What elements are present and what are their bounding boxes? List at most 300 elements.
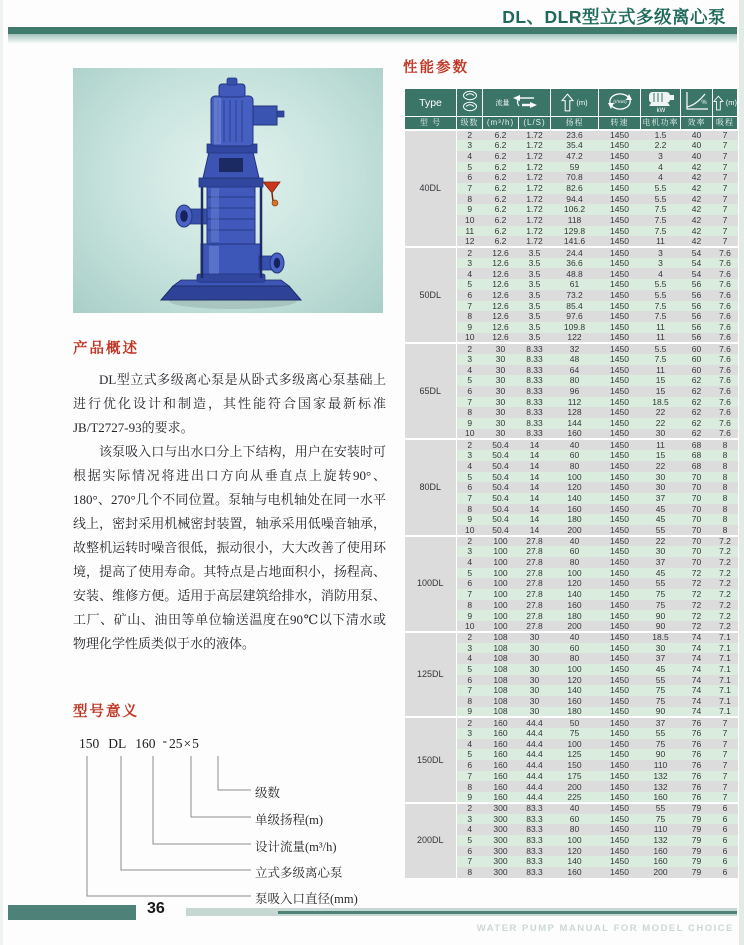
table-cell: 14 <box>519 461 551 472</box>
table-cell: 75 <box>641 589 681 600</box>
motor-power-icon <box>644 90 678 113</box>
table-cell: 100 <box>483 600 519 611</box>
table-cell: 7.6 <box>713 354 738 365</box>
table-cell: 6.2 <box>483 130 519 141</box>
table-cell: 1.5 <box>641 130 681 141</box>
table-cell: 5.5 <box>641 194 681 205</box>
model-part-flow: 160 <box>135 736 156 751</box>
table-cell: 3.5 <box>519 301 551 312</box>
table-cell: 3 <box>457 546 483 557</box>
table-cell: 120 <box>551 846 599 857</box>
page-number: 36 <box>147 900 165 917</box>
table-cell: 108 <box>483 643 519 654</box>
table-cell: 132 <box>641 835 681 846</box>
table-cell: 30 <box>641 643 681 654</box>
table-cell: 200 <box>551 621 599 632</box>
footer-rule <box>186 908 737 916</box>
table-cell: 2.2 <box>641 140 681 151</box>
table-cell: 180 <box>551 514 599 525</box>
table-cell: 27.8 <box>519 557 551 568</box>
table-cell: 7.6 <box>713 301 738 312</box>
table-cell: 36.6 <box>551 258 599 269</box>
table-cell: 1450 <box>599 354 641 365</box>
table-cell: 7.2 <box>713 610 738 621</box>
table-cell: 6.2 <box>483 183 519 194</box>
page-edge-right <box>739 0 744 945</box>
table-cell: 37 <box>641 493 681 504</box>
table-cell: 3 <box>457 450 483 461</box>
table-cell: 12.6 <box>483 247 519 258</box>
table-cell: 1450 <box>599 247 641 258</box>
model-label-inlet-dia: 泵吸入口直径(mm) <box>255 892 358 906</box>
table-cell: 2 <box>457 717 483 728</box>
table-cell: 7 <box>713 760 738 771</box>
table-cell: 85.4 <box>551 301 599 312</box>
table-cell: 3 <box>641 247 681 258</box>
table-cell: 108 <box>483 653 519 664</box>
table-cell: 10 <box>457 621 483 632</box>
table-cell: 1450 <box>599 557 641 568</box>
table-cell: 1450 <box>599 525 641 536</box>
table-row <box>405 536 738 547</box>
table-cell: 50.4 <box>483 472 519 483</box>
table-cell: 55 <box>641 525 681 536</box>
table-cell: 7 <box>713 792 738 803</box>
table-cell: 30 <box>641 482 681 493</box>
table-cell: 30 <box>483 429 519 440</box>
flow-ls-label: (L/S) <box>519 117 551 130</box>
table-cell: 6.2 <box>483 215 519 226</box>
table-cell: 7 <box>457 397 483 408</box>
table-cell: 1450 <box>599 578 641 589</box>
table-cell: 10 <box>457 215 483 226</box>
flow-m3h-label: (m³/h) <box>483 117 519 130</box>
table-cell: 1450 <box>599 311 641 322</box>
table-cell: 144 <box>551 418 599 429</box>
table-cell: 4 <box>457 653 483 664</box>
table-cell: 7.5 <box>641 311 681 322</box>
table-cell: 76 <box>681 717 713 728</box>
table-cell: 120 <box>551 482 599 493</box>
table-cell: 160 <box>483 760 519 771</box>
table-cell: 3 <box>457 140 483 151</box>
header-rule-fade <box>8 34 737 44</box>
footer-rule-core <box>278 911 737 914</box>
table-cell: 8.33 <box>519 365 551 376</box>
table-cell: 42 <box>681 236 713 247</box>
table-cell: 1450 <box>599 675 641 686</box>
table-cell: 100 <box>551 472 599 483</box>
speed-header <box>599 89 641 117</box>
table-cell: 8.33 <box>519 418 551 429</box>
table-cell: 160 <box>483 749 519 760</box>
table-cell: 1450 <box>599 536 641 547</box>
overview-paragraph-1: DL型立式多级离心泵是从卧式多级离心泵基础上进行优化设计和制造，其性能符合国家最新标准JB/T2727-93的要求。 <box>73 372 386 435</box>
table-cell: 30 <box>641 546 681 557</box>
table-cell: 75 <box>641 739 681 750</box>
table-cell: 175 <box>551 771 599 782</box>
table-cell: 160 <box>641 856 681 867</box>
table-cell: 7 <box>457 301 483 312</box>
table-cell: 1450 <box>599 322 641 333</box>
model-part-times: × <box>183 736 192 751</box>
table-cell: 62 <box>681 375 713 386</box>
table-cell: 3 <box>457 354 483 365</box>
table-cell: 76 <box>681 760 713 771</box>
table-cell: 27.8 <box>519 600 551 611</box>
table-cell: 7.6 <box>713 247 738 258</box>
table-cell: 2 <box>457 536 483 547</box>
table-cell: 47.2 <box>551 151 599 162</box>
table-cell: 44.4 <box>519 792 551 803</box>
table-cell: 160 <box>551 600 599 611</box>
table-cell: 8.33 <box>519 343 551 354</box>
table-cell: 1450 <box>599 418 641 429</box>
table-cell: 62 <box>681 407 713 418</box>
model-part-stages: 5 <box>192 736 199 751</box>
table-cell: 72 <box>681 610 713 621</box>
table-cell: 80 <box>551 653 599 664</box>
efficiency-header <box>681 89 713 117</box>
table-cell: 1450 <box>599 450 641 461</box>
model-label-stages: 级数 <box>255 786 281 800</box>
table-cell: 1450 <box>599 204 641 215</box>
table-cell: 60 <box>681 343 713 354</box>
table-cell: 1.72 <box>519 204 551 215</box>
efficiency-label: 效率 <box>681 117 713 130</box>
table-cell: 23.6 <box>551 130 599 141</box>
table-cell: 90 <box>641 621 681 632</box>
table-cell: 300 <box>483 824 519 835</box>
table-cell: 160 <box>551 429 599 440</box>
table-cell: 108 <box>483 707 519 718</box>
footer-caption: WATER PUMP MANUAL FOR MODEL CHOICE <box>476 923 734 934</box>
table-cell: 140 <box>551 856 599 867</box>
table-cell: 30 <box>519 685 551 696</box>
table-cell: 100 <box>483 546 519 557</box>
table-cell: 9 <box>457 707 483 718</box>
table-cell: 1450 <box>599 472 641 483</box>
table-cell: 1450 <box>599 140 641 151</box>
table-cell: 4 <box>641 162 681 173</box>
table-cell: 6 <box>457 675 483 686</box>
table-cell: 76 <box>681 728 713 739</box>
page-edge-left <box>0 0 3 945</box>
table-cell: 1450 <box>599 397 641 408</box>
table-row <box>405 632 738 643</box>
table-row <box>405 247 738 258</box>
header-rule <box>8 27 737 34</box>
efficiency-unit: % <box>700 100 707 106</box>
table-cell: 1450 <box>599 407 641 418</box>
table-cell: 15 <box>641 375 681 386</box>
model-cell: 150DL <box>405 717 457 803</box>
table-cell: 83.3 <box>519 856 551 867</box>
table-cell: 1450 <box>599 824 641 835</box>
table-cell: 55 <box>641 675 681 686</box>
table-cell: 7 <box>457 493 483 504</box>
table-cell: 6 <box>713 867 738 878</box>
table-cell: 6 <box>713 824 738 835</box>
table-cell: 4 <box>641 268 681 279</box>
table-cell: 1.72 <box>519 140 551 151</box>
table-cell: 70.8 <box>551 172 599 183</box>
table-cell: 4 <box>457 461 483 472</box>
table-cell: 10 <box>457 333 483 344</box>
table-cell: 50 <box>551 717 599 728</box>
table-cell: 7.6 <box>713 365 738 376</box>
table-cell: 61 <box>551 279 599 290</box>
table-cell: 60 <box>551 814 599 825</box>
table-cell: 22 <box>641 418 681 429</box>
table-cell: 50.4 <box>483 514 519 525</box>
table-cell: 141.6 <box>551 236 599 247</box>
table-cell: 3 <box>457 728 483 739</box>
table-cell: 132 <box>641 781 681 792</box>
page-title: DL、DLR型立式多级离心泵 <box>502 7 726 27</box>
table-cell: 7 <box>713 717 738 728</box>
table-cell: 100 <box>483 557 519 568</box>
model-part-head: 25 <box>169 736 183 751</box>
table-row <box>405 717 738 728</box>
overview-heading: 产品概述 <box>73 341 139 357</box>
model-cell: 50DL <box>405 247 457 343</box>
table-cell: 100 <box>551 664 599 675</box>
table-cell: 6 <box>457 760 483 771</box>
table-cell: 12.6 <box>483 322 519 333</box>
table-cell: 30 <box>519 653 551 664</box>
table-cell: 68 <box>681 439 713 450</box>
table-cell: 7.1 <box>713 696 738 707</box>
table-cell: 27.8 <box>519 536 551 547</box>
table-cell: 160 <box>483 781 519 792</box>
table-cell: 3.5 <box>519 258 551 269</box>
table-cell: 1450 <box>599 268 641 279</box>
table-cell: 83.3 <box>519 814 551 825</box>
pump-series-65DL <box>405 343 738 439</box>
footer-accent-block <box>8 905 136 920</box>
table-cell: 120 <box>551 675 599 686</box>
table-cell: 30 <box>483 418 519 429</box>
table-cell: 8 <box>457 696 483 707</box>
table-cell: 160 <box>483 717 519 728</box>
table-cell: 3 <box>457 643 483 654</box>
table-cell: 1.72 <box>519 215 551 226</box>
table-cell: 75 <box>641 696 681 707</box>
table-cell: 76 <box>681 739 713 750</box>
suction-unit: (m) <box>725 98 737 107</box>
table-cell: 48.8 <box>551 268 599 279</box>
table-cell: 50.4 <box>483 450 519 461</box>
table-cell: 6.2 <box>483 151 519 162</box>
table-cell: 118 <box>551 215 599 226</box>
table-cell: 1450 <box>599 290 641 301</box>
table-cell: 1450 <box>599 835 641 846</box>
table-cell: 76 <box>681 771 713 782</box>
table-cell: 2 <box>457 247 483 258</box>
table-cell: 83.3 <box>519 835 551 846</box>
table-cell: 56 <box>681 290 713 301</box>
table-cell: 6 <box>713 814 738 825</box>
table-cell: 1450 <box>599 365 641 376</box>
table-cell: 4 <box>457 739 483 750</box>
table-cell: 1450 <box>599 814 641 825</box>
table-cell: 7.1 <box>713 643 738 654</box>
table-cell: 62 <box>681 397 713 408</box>
table-cell: 7 <box>713 140 738 151</box>
table-cell: 7 <box>457 685 483 696</box>
head-unit: (m) <box>576 98 588 107</box>
flow-header <box>483 89 551 117</box>
table-cell: 5.5 <box>641 343 681 354</box>
table-cell: 9 <box>457 610 483 621</box>
model-meaning-heading: 型号意义 <box>73 704 139 720</box>
table-cell: 8 <box>713 482 738 493</box>
table-cell: 7.1 <box>713 707 738 718</box>
table-cell: 8 <box>457 194 483 205</box>
table-cell: 45 <box>641 514 681 525</box>
table-cell: 12.6 <box>483 333 519 344</box>
table-cell: 128 <box>551 407 599 418</box>
table-cell: 40 <box>551 632 599 643</box>
table-cell: 5 <box>457 279 483 290</box>
model-cell: 65DL <box>405 343 457 439</box>
table-cell: 7.5 <box>641 354 681 365</box>
table-cell: 40 <box>681 151 713 162</box>
table-cell: 160 <box>551 504 599 515</box>
table-cell: 200 <box>551 525 599 536</box>
table-cell: 74 <box>681 675 713 686</box>
table-cell: 132 <box>641 771 681 782</box>
table-cell: 14 <box>519 504 551 515</box>
table-cell: 56 <box>681 333 713 344</box>
table-cell: 5 <box>457 835 483 846</box>
table-cell: 56 <box>681 322 713 333</box>
table-cell: 72 <box>681 568 713 579</box>
table-cell: 5 <box>457 664 483 675</box>
pump-photo <box>73 68 383 313</box>
motor-power-label: 电机功率 <box>641 117 681 130</box>
model-part-dash: - <box>162 733 167 748</box>
pump-illustration <box>73 68 383 313</box>
type-cn-header: 型 号 <box>405 117 457 130</box>
table-cell: 56 <box>681 279 713 290</box>
table-cell: 30 <box>483 365 519 376</box>
table-cell: 300 <box>483 814 519 825</box>
table-cell: 62 <box>681 429 713 440</box>
table-cell: 1.72 <box>519 151 551 162</box>
table-cell: 70 <box>681 482 713 493</box>
table-cell: 100 <box>483 589 519 600</box>
table-cell: 160 <box>551 867 599 878</box>
table-cell: 72 <box>681 600 713 611</box>
table-cell: 27.8 <box>519 546 551 557</box>
table-cell: 1450 <box>599 226 641 237</box>
table-cell: 79 <box>681 835 713 846</box>
table-cell: 6 <box>713 835 738 846</box>
table-cell: 100 <box>483 578 519 589</box>
table-cell: 1450 <box>599 183 641 194</box>
table-cell: 30 <box>483 343 519 354</box>
table-cell: 35.4 <box>551 140 599 151</box>
table-cell: 45 <box>641 664 681 675</box>
table-cell: 83.3 <box>519 824 551 835</box>
table-cell: 1450 <box>599 856 641 867</box>
table-cell: 1450 <box>599 739 641 750</box>
table-cell: 64 <box>551 365 599 376</box>
table-cell: 1450 <box>599 258 641 269</box>
table-cell: 7 <box>457 856 483 867</box>
table-cell: 1450 <box>599 685 641 696</box>
table-cell: 30 <box>483 407 519 418</box>
table-cell: 7.6 <box>713 279 738 290</box>
table-cell: 32 <box>551 343 599 354</box>
table-cell: 6 <box>713 846 738 857</box>
table-cell: 97.6 <box>551 311 599 322</box>
table-cell: 72 <box>681 589 713 600</box>
table-cell: 75 <box>641 814 681 825</box>
table-cell: 30 <box>519 675 551 686</box>
table-cell: 225 <box>551 792 599 803</box>
table-cell: 14 <box>519 482 551 493</box>
table-cell: 54 <box>681 258 713 269</box>
table-cell: 8 <box>713 439 738 450</box>
table-cell: 44.4 <box>519 760 551 771</box>
table-cell: 7.2 <box>713 578 738 589</box>
speed-unit: (r/min) <box>612 99 627 104</box>
table-cell: 8 <box>457 311 483 322</box>
table-cell: 90 <box>641 749 681 760</box>
table-cell: 50.4 <box>483 482 519 493</box>
power-header <box>641 89 681 117</box>
table-cell: 300 <box>483 835 519 846</box>
table-cell: 74 <box>681 696 713 707</box>
table-cell: 7 <box>713 162 738 173</box>
table-cell: 14 <box>519 472 551 483</box>
table-cell: 300 <box>483 846 519 857</box>
table-row <box>405 343 738 354</box>
table-cell: 8 <box>457 600 483 611</box>
table-cell: 1450 <box>599 621 641 632</box>
table-cell: 75 <box>551 728 599 739</box>
model-part-inlet: 150 <box>79 736 100 751</box>
table-cell: 1450 <box>599 215 641 226</box>
table-cell: 7.6 <box>713 375 738 386</box>
table-cell: 79 <box>681 846 713 857</box>
table-cell: 9 <box>457 204 483 215</box>
table-cell: 30 <box>483 375 519 386</box>
table-cell: 7.6 <box>713 322 738 333</box>
stages-header <box>457 89 483 117</box>
table-cell: 74 <box>681 643 713 654</box>
table-cell: 160 <box>483 739 519 750</box>
model-label-pump-type: 立式多级离心泵 <box>255 866 343 880</box>
table-cell: 83.3 <box>519 803 551 814</box>
table-cell: 6 <box>713 856 738 867</box>
table-cell: 7.5 <box>641 226 681 237</box>
table-cell: 6 <box>457 172 483 183</box>
table-cell: 60 <box>551 546 599 557</box>
table-cell: 72 <box>681 621 713 632</box>
overview-paragraph-2: 该泵吸入口与出水口分上下结构，用户在安装时可根据实际情况将进出口方向从垂直点上旋转90°、180°、270°几个不同位置。泵轴与电机轴处在同一水平线上，密封采用机械密封装置，轴承采用低噪音轴承，故整机运转时噪音很低，振动很小，大大改善了使用环境，提高了使用寿命。其特点是占地面积小，扬程高、安装、维修方便。适用于高层建筑给排水，消防用泵、工厂、矿山、油田等单位输送温度在90℃以下清水或物理化学性质类似于水的液体。 <box>73 444 386 651</box>
table-cell: 109.8 <box>551 322 599 333</box>
table-header-units-row <box>405 117 738 130</box>
table-cell: 1450 <box>599 610 641 621</box>
table-cell: 30 <box>519 664 551 675</box>
table-cell: 27.8 <box>519 568 551 579</box>
table-cell: 44.4 <box>519 717 551 728</box>
table-cell: 3.5 <box>519 311 551 322</box>
